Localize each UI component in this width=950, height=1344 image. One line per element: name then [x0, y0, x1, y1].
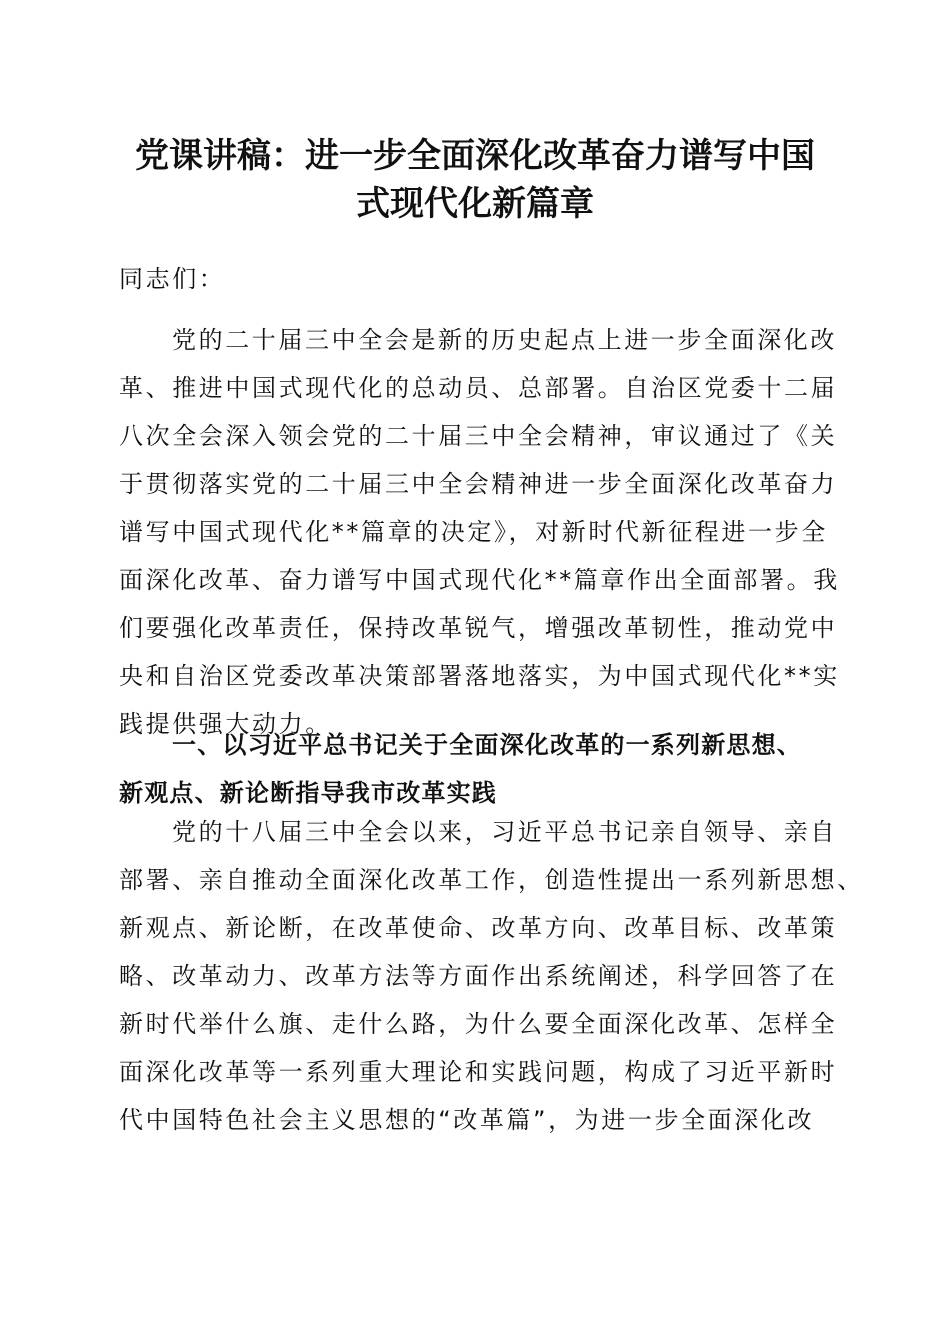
salutation-text: 同志们：: [119, 265, 226, 293]
paragraph-2: [119, 808, 864, 1144]
section-heading-1: [119, 721, 831, 817]
paragraph-1-line: 党的二十届三中全会是新的历史起点上进一步全面深化改: [172, 326, 837, 354]
salutation: [119, 255, 831, 303]
title-line-1: 党课讲稿：进一步全面深化改革奋力谱写中国: [135, 136, 815, 176]
paragraph-1-line: 谱写中国式现代化**篇章的决定》，对新时代新征程进一步全: [119, 518, 828, 546]
title-line-2: 式现代化新篇章: [356, 184, 594, 224]
section-heading-line: 新观点、新论断指导我市改革实践: [119, 779, 497, 807]
paragraph-2-line: 新时代举什么旗、走什么路，为什么要全面深化改革、怎样全: [119, 1010, 838, 1038]
paragraph-1-line: 们要强化改革责任，保持改革锐气，增强改革韧性，推动党中: [119, 614, 838, 642]
paragraph-1-line: 央和自治区党委改革决策部署落地落实，为中国式现代化**实: [119, 662, 840, 690]
paragraph-2-line: 新观点、新论断，在改革使命、改革方向、改革目标、改革策: [119, 914, 838, 942]
section-heading-line: 一、以习近平总书记关于全面深化改革的一系列新思想、: [172, 731, 802, 759]
paragraph-1-line: 于贯彻落实党的二十届三中全会精神进一步全面深化改革奋力: [119, 470, 838, 498]
document-title: [110, 132, 840, 228]
paragraph-2-line: 部署、亲自推动全面深化改革工作，创造性提出一系列新思想、: [119, 866, 864, 894]
paragraph-2-line: 代中国特色社会主义思想的“改革篇”，为进一步全面深化改: [119, 1106, 815, 1134]
paragraph-1-line: 革、推进中国式现代化的总动员、总部署。自治区党委十二届: [119, 374, 838, 402]
paragraph-1-line: 践提供强大动力。: [119, 710, 332, 738]
paragraph-1: [119, 316, 840, 748]
paragraph-1-line: 面深化改革、奋力谱写中国式现代化**篇章作出全面部署。我: [119, 566, 840, 594]
paragraph-2-line: 党的十八届三中全会以来，习近平总书记亲自领导、亲自: [172, 818, 837, 846]
paragraph-1-line: 八次全会深入领会党的二十届三中全会精神，审议通过了《关: [119, 422, 838, 450]
paragraph-2-line: 面深化改革等一系列重大理论和实践问题，构成了习近平新时: [119, 1058, 838, 1086]
paragraph-2-line: 略、改革动力、改革方法等方面作出系统阐述，科学回答了在: [119, 962, 838, 990]
